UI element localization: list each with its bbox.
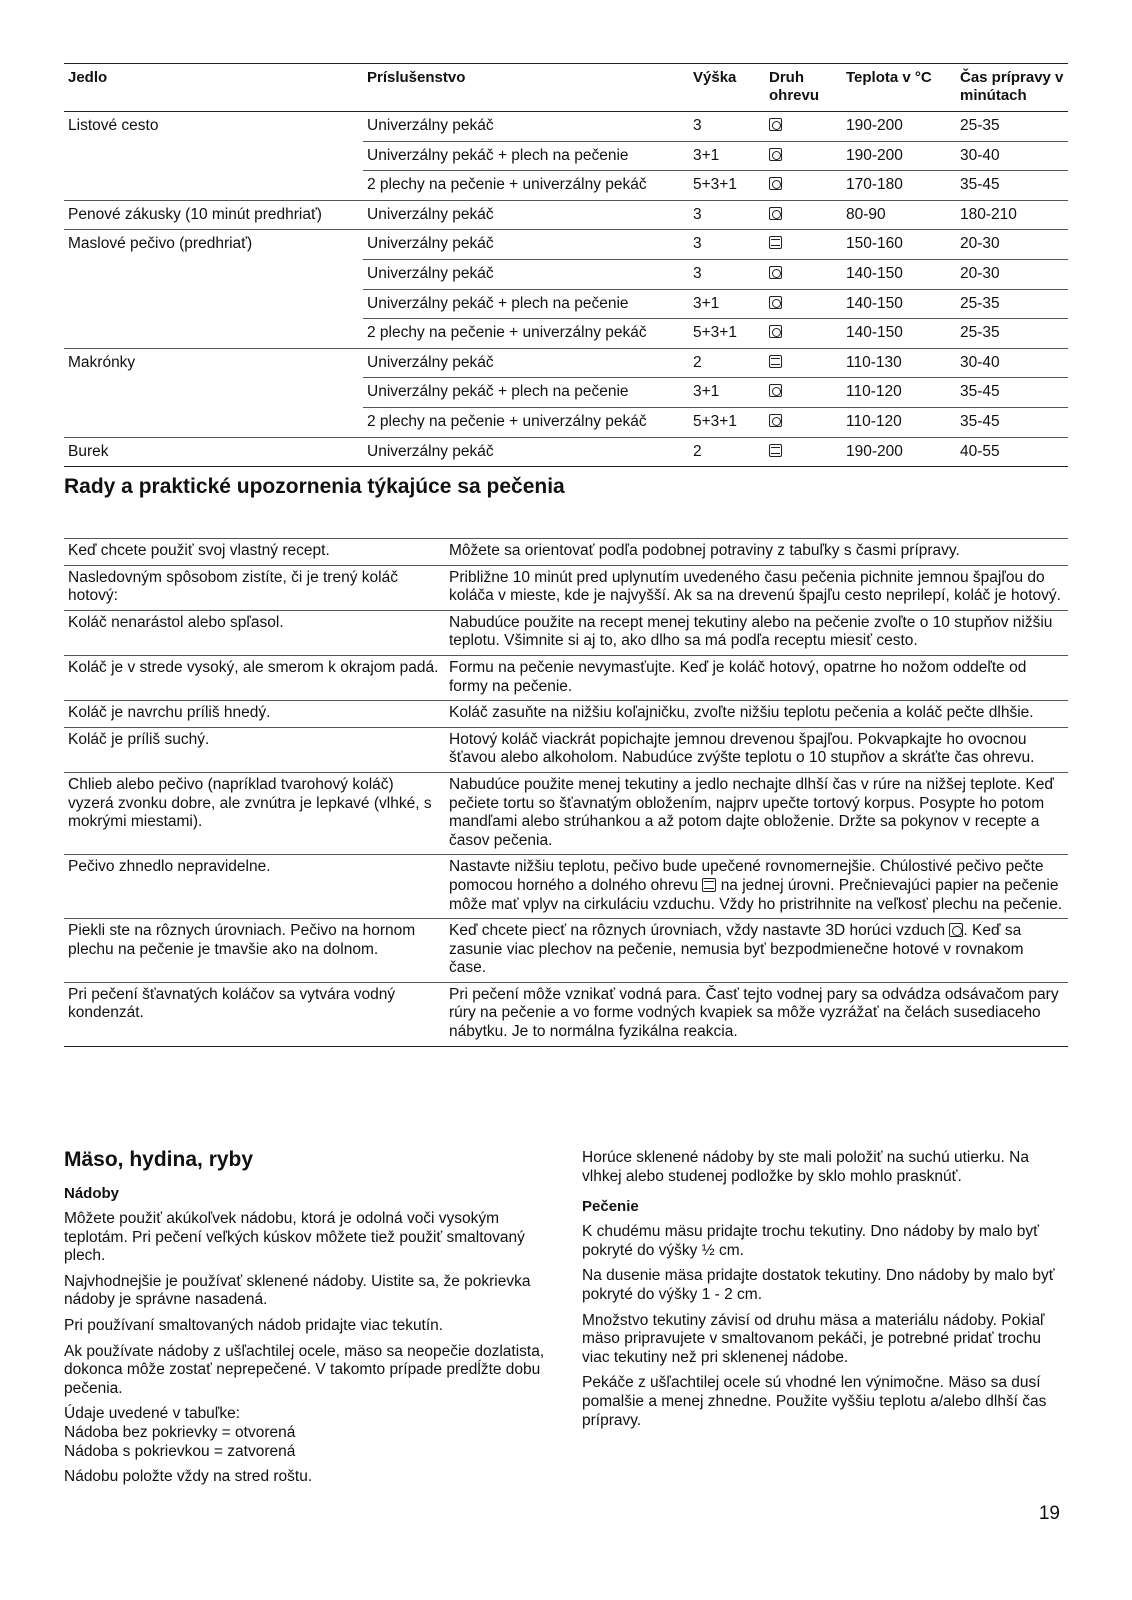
header-temp: Teplota v °C (842, 64, 956, 112)
tips-heading: Rady a praktické upozornenia týkajúce sa pečenia (64, 475, 565, 498)
baking-row (64, 319, 1068, 349)
header-height: Výška (689, 64, 765, 112)
paragraph: Pri používaní smaltovaných nádob pridajte viac tekutín. (64, 1316, 444, 1334)
cell-temp: 110-130 (842, 348, 956, 378)
tip-row (64, 565, 1068, 610)
tip-problem: Koláč je v strede vysoký, ale smerom k okrajom padá. (64, 655, 445, 700)
cell-height: 3 (689, 230, 765, 260)
cell-temp: 170-180 (842, 171, 956, 201)
baking-row (64, 200, 1068, 230)
cell-mode (765, 437, 842, 467)
cell-height: 3+1 (689, 289, 765, 319)
cell-food (64, 171, 363, 201)
fan-icon (949, 923, 963, 937)
header-accessory: Príslušenstvo (363, 64, 689, 112)
cell-height: 3 (689, 259, 765, 289)
tip-problem: Keď chcete použiť svoj vlastný recept. (64, 539, 445, 566)
tip-row (64, 855, 1068, 919)
cell-accessory: Univerzálny pekáč (363, 259, 689, 289)
cell-mode (765, 259, 842, 289)
cell-height: 3+1 (689, 378, 765, 408)
fan-icon (769, 296, 782, 309)
cell-food (64, 378, 363, 408)
tip-solution-part: Nastavte nižšiu teplotu, pečivo bude upečené rovnomernejšie. Chúlostivé pečivo pečte pomocou horného a dolného ohrevu (449, 858, 1044, 894)
cell-mode (765, 171, 842, 201)
tip-row (64, 539, 1068, 566)
top-bottom-heat-icon (702, 878, 716, 892)
cell-height: 2 (689, 437, 765, 467)
cell-accessory: Univerzálny pekáč + plech na pečenie (363, 378, 689, 408)
tip-problem: Nasledovným spôsobom zistíte, či je trený koláč hotový: (64, 565, 445, 610)
cell-height: 3 (689, 112, 765, 142)
fan-icon (769, 325, 782, 338)
cell-accessory: Univerzálny pekáč + plech na pečenie (363, 289, 689, 319)
cell-temp: 190-200 (842, 112, 956, 142)
cell-food (64, 319, 363, 349)
cell-time: 40-55 (956, 437, 1068, 467)
cell-time: 30-40 (956, 141, 1068, 171)
cell-accessory: Univerzálny pekáč + plech na pečenie (363, 141, 689, 171)
tip-row (64, 727, 1068, 772)
cell-time: 20-30 (956, 259, 1068, 289)
tip-solution: Koláč zasuňte na nižšiu koľajničku, zvoľte nižšiu teplotu pečenia a koláč pečte dlhšie. (445, 701, 1068, 728)
baking-row (64, 141, 1068, 171)
cell-accessory: Univerzálny pekáč (363, 348, 689, 378)
cell-temp: 150-160 (842, 230, 956, 260)
tip-row (64, 982, 1068, 1046)
paragraph: Množstvo tekutiny závisí od druhu mäsa a materiálu nádoby. Pokiaľ mäso pripravujete v smaltovanom pekáči, je potrebné pridať trochu viac tekutiny než pri sklenenej nádobe. (582, 1311, 1045, 1366)
paragraph: Na dusenie mäsa pridajte dostatok tekutiny. Dno nádoby by malo byť pokryté do výšky 1 - 2 cm. (582, 1267, 1055, 1303)
cell-time: 30-40 (956, 348, 1068, 378)
cell-food: Maslové pečivo (predhriať) (68, 235, 253, 253)
cell-temp: 80-90 (842, 200, 956, 230)
tip-problem: Chlieb alebo pečivo (napríklad tvarohový koláč) vyzerá zvonku dobre, ale zvnútra je lepkavé (vlhké, s mokrými miestami). (64, 772, 445, 854)
tip-problem: Koláč je príliš suchý. (64, 727, 445, 772)
cell-food: Penové zákusky (10 minút predhriať) (64, 200, 363, 230)
cell-mode (765, 348, 842, 378)
tip-solution: Približne 10 minút pred uplynutím uvedeného času pečenia pichnite jemnou špajľou do koláča v mieste, kde je najvyšší. Ak sa na drevenú špajľu cesto neprilepí, koláč je hotový. (445, 565, 1068, 610)
tip-problem: Pri pečení šťavnatých koláčov sa vytvára vodný kondenzát. (64, 982, 445, 1046)
tip-row (64, 610, 1068, 655)
cell-height: 3+1 (689, 141, 765, 171)
cell-mode (765, 230, 842, 260)
cell-food (64, 407, 363, 437)
cell-height: 2 (689, 348, 765, 378)
paragraph: Pekáče z ušľachtilej ocele sú vhodné len výnimočne. Mäso sa dusí pomalšie a menej zhnedne. Použite vyššiu teplotu a/alebo dlhší čas prípravy. (582, 1374, 1047, 1429)
cell-mode (765, 200, 842, 230)
fan-icon (769, 207, 782, 220)
paragraph: K chudému mäsu pridajte trochu tekutiny. Dno nádoby by malo byť pokryté do výšky ½ cm. (582, 1223, 1039, 1259)
cell-accessory: 2 plechy na pečenie + univerzálny pekáč (363, 171, 689, 201)
cell-mode (765, 378, 842, 408)
cell-time: 35-45 (956, 407, 1068, 437)
header-mode: Druh ohrevu (765, 64, 842, 112)
fan-icon (769, 118, 782, 131)
cell-time: 25-35 (956, 112, 1068, 142)
baking-row (64, 259, 1068, 289)
cell-time: 25-35 (956, 319, 1068, 349)
top-bottom-heat-icon (769, 236, 782, 249)
tip-solution (445, 919, 1068, 983)
dishes-heading: Nádoby (64, 1185, 120, 1202)
tip-solution-part: na jednej úrovni. Prečnievajúci papier na pečenie môže mať vplyv na cirkuláciu vzduchu. Vždy ho pristrihnite na veľkosť plechu na pečenie. (449, 876, 1063, 913)
table-note-line: Nádoba s pokrievkou = zatvorená (64, 1442, 296, 1460)
cell-temp: 190-200 (842, 437, 956, 467)
baking-row (64, 171, 1068, 201)
cell-mode (765, 407, 842, 437)
baking-row (64, 348, 1068, 378)
baking-row (64, 407, 1068, 437)
cell-height: 3 (689, 200, 765, 230)
baking-row (64, 112, 1068, 142)
cell-accessory: Univerzálny pekáč (363, 230, 689, 260)
baking-table (64, 63, 1068, 467)
tip-problem: Koláč je navrchu príliš hnedý. (64, 701, 445, 728)
baking-row (64, 437, 1068, 467)
top-bottom-heat-icon (769, 444, 782, 457)
header-food: Jedlo (64, 64, 363, 112)
cell-mode (765, 319, 842, 349)
cell-temp: 140-150 (842, 319, 956, 349)
cell-mode (765, 112, 842, 142)
tip-row (64, 701, 1068, 728)
tip-solution: Nabudúce použite na recept menej tekutiny alebo na pečenie zvoľte o 10 stupňov nižšiu teplotu. Všimnite si aj to, ako dlho sa má podľa receptu miesiť cesto. (445, 610, 1068, 655)
cell-food (64, 289, 363, 319)
tip-row (64, 919, 1068, 983)
tip-row (64, 655, 1068, 700)
top-bottom-heat-icon (769, 355, 782, 368)
fan-icon (769, 414, 782, 427)
fan-icon (769, 148, 782, 161)
cell-food: Burek (64, 437, 363, 467)
tip-solution: Môžete sa orientovať podľa podobnej potraviny z tabuľky s časmi prípravy. (445, 539, 1068, 566)
meat-right-column (582, 1149, 1072, 1437)
cell-accessory: 2 plechy na pečenie + univerzálny pekáč (363, 319, 689, 349)
paragraph: Môžete použiť akúkoľvek nádobu, ktorá je odolná voči vysokým teplotám. Pri pečení veľkých kúskov môžete tiež použiť smaltovaný plech. (64, 1210, 525, 1265)
cell-mode (765, 289, 842, 319)
table-note-line: Nádoba bez pokrievky = otvorená (64, 1423, 296, 1441)
baking-row (64, 230, 1068, 260)
tip-solution-part: Keď chcete piecť na rôznych úrovniach, vždy nastavte 3D horúci vzduch (449, 922, 946, 940)
cell-time: 35-45 (956, 171, 1068, 201)
cell-temp: 110-120 (842, 378, 956, 408)
meat-left-column (64, 1147, 554, 1494)
cell-accessory: Univerzálny pekáč (363, 437, 689, 467)
tip-solution: Formu na pečenie nevymasťujte. Keď je koláč hotový, opatrne ho nožom oddeľte od formy na pečenie. (445, 655, 1068, 700)
cell-time: 180-210 (956, 200, 1068, 230)
tip-row (64, 772, 1068, 854)
cell-time: 35-45 (956, 378, 1068, 408)
tip-solution-part: . Keď sa zasunie viac plechov na pečenie, nemusia byť bezpodmienečne hotové v rovnakom čase. (449, 922, 1024, 977)
paragraph: Ak používate nádoby z ušľachtilej ocele, mäso sa neopečie dozlatista, dokonca môže zostať neprepečené. V takomto prípade predĺžte dobu pečenia. (64, 1342, 545, 1397)
cell-accessory: Univerzálny pekáč (363, 112, 689, 142)
tip-solution: Hotový koláč viackrát popichajte jemnou drevenou špajľou. Pokvapkajte ho ovocnou šťavou alebo alkoholom. Nabudúce zvýšte teplotu o 10 stupňov a skráťte čas ohrevu. (445, 727, 1068, 772)
baking-row (64, 378, 1068, 408)
fan-icon (769, 177, 782, 190)
header-time: Čas prípravy v minútach (956, 64, 1068, 112)
cell-time: 20-30 (956, 230, 1068, 260)
baking-table-header (64, 64, 1068, 112)
cell-height: 5+3+1 (689, 171, 765, 201)
fan-icon (769, 266, 782, 279)
cell-food: Listové cesto (68, 117, 159, 134)
cell-height: 5+3+1 (689, 319, 765, 349)
cell-time: 25-35 (956, 289, 1068, 319)
cell-food (64, 259, 363, 289)
cell-temp: 190-200 (842, 141, 956, 171)
tip-solution: Nabudúce použite menej tekutiny a jedlo nechajte dlhší čas v rúre na nižšej teplote. Keď pečiete tortu so šťavnatým obložením, najprv upečte tortový korpus. Posypte ho potom mandľami alebo strúhankou a až potom dajte obloženie. Držte sa pokynov v recepte a časov pečenia. (445, 772, 1068, 854)
cell-temp: 140-150 (842, 289, 956, 319)
cell-mode (765, 141, 842, 171)
cell-accessory: Univerzálny pekáč (363, 200, 689, 230)
paragraph: Najvhodnejšie je používať sklenené nádoby. Uistite sa, že pokrievka nádoby je správne nasadená. (64, 1272, 531, 1309)
table-note-line: Údaje uvedené v tabuľke: (64, 1405, 241, 1423)
tip-problem: Pečivo zhnedlo nepravidelne. (64, 855, 445, 919)
page-number: 19 (1038, 1503, 1060, 1524)
table-note (64, 1405, 554, 1461)
fan-icon (769, 384, 782, 397)
roasting-heading: Pečenie (582, 1198, 639, 1216)
cell-temp: 140-150 (842, 259, 956, 289)
tip-solution: Pri pečení môže vznikať vodná para. Časť tejto vodnej pary sa odvádza odsávačom pary rúry na pečenie a vo forme vodných kvapiek sa môže vyzrážať na čelách susediaceho nábytku. Je to normálna fyzikálna reakcia. (445, 982, 1068, 1046)
tip-solution (445, 855, 1068, 919)
cell-accessory: 2 plechy na pečenie + univerzálny pekáč (363, 407, 689, 437)
cell-height: 5+3+1 (689, 407, 765, 437)
tip-problem: Koláč nenarástol alebo spľasol. (64, 610, 445, 655)
cell-temp: 110-120 (842, 407, 956, 437)
cell-food (64, 141, 363, 171)
tips-table (64, 538, 1068, 1047)
paragraph: Horúce sklenené nádoby by ste mali položiť na suchú utierku. Na vlhkej alebo studenej podložke by sklo mohlo prasknúť. (582, 1149, 1029, 1185)
paragraph: Nádobu položte vždy na stred roštu. (64, 1468, 313, 1486)
meat-section-heading: Mäso, hydina, ryby (64, 1148, 254, 1171)
baking-row (64, 289, 1068, 319)
cell-food: Makrónky (68, 353, 136, 371)
tip-problem: Piekli ste na rôznych úrovniach. Pečivo na hornom plechu na pečenie je tmavšie ako na dolnom. (64, 919, 445, 983)
